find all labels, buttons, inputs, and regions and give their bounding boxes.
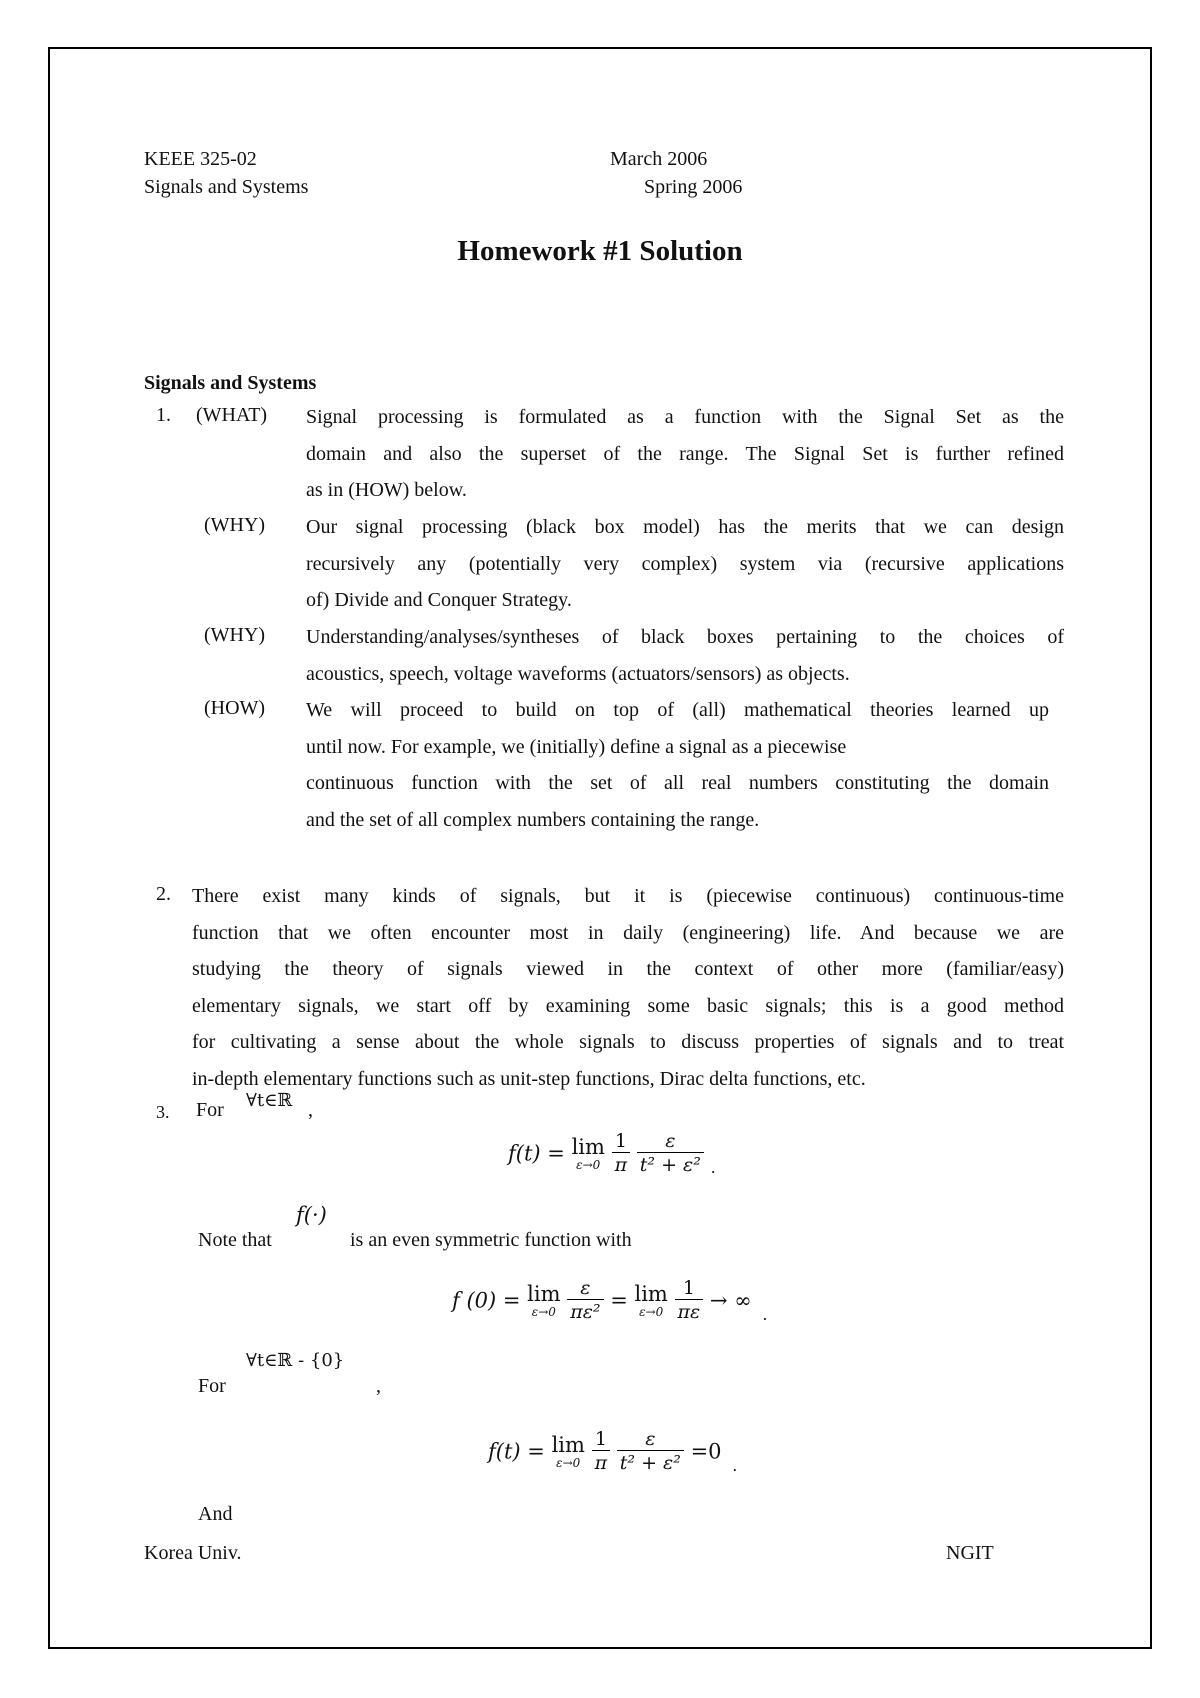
eq2-lhs: f (0) = <box>452 1288 521 1313</box>
equation-2 <box>452 1277 767 1324</box>
text-line: Signal processing is formulated as a function with the Signal Set as the <box>306 406 1064 428</box>
item1-what-text <box>306 399 1064 509</box>
equation-3 <box>488 1428 737 1475</box>
lim-sub: ε→0 <box>556 1455 581 1470</box>
eq2-tail: → ∞ <box>709 1288 752 1313</box>
text-line: Understanding/analyses/syntheses of black boxes pertaining to the choices of <box>306 626 1064 648</box>
eq1-tail: . <box>710 1158 716 1177</box>
for2-label: For <box>198 1375 226 1397</box>
frac-den: πε² <box>567 1299 603 1324</box>
tag-how: (HOW) <box>204 697 266 719</box>
eq1-lhs: f(t) = <box>508 1141 565 1166</box>
text-line: for cultivating a sense about the whole signals to discuss properties of signals and to treat <box>192 1031 1064 1053</box>
frac-den: t² + ε² <box>637 1152 704 1177</box>
text-line: domain and also the superset of the range. The Signal Set is further refined <box>306 442 1064 465</box>
text-line: function that we often encounter most in daily (engineering) life. And because we are <box>192 921 1064 944</box>
text-line: elementary signals, we start off by examining some basic signals; this is a good method <box>192 994 1064 1017</box>
text-line: of) Divide and Conquer Strategy. <box>306 589 572 611</box>
for-label: For <box>196 1099 224 1121</box>
text-line: continuous function with the set of all real numbers constituting the domain <box>306 772 1049 794</box>
footer-left: Korea Univ. <box>144 1542 242 1564</box>
eq2-lim <box>527 1283 560 1319</box>
frac-num: 1 <box>614 1130 627 1152</box>
frac-num: 1 <box>682 1277 695 1299</box>
lim-word: lim <box>634 1281 668 1306</box>
eq1-frac2 <box>637 1130 704 1177</box>
tag-why-1: (WHY) <box>204 514 266 536</box>
note-prefix: Note that <box>198 1229 272 1251</box>
lim-sub: ε→0 <box>531 1304 556 1319</box>
eq1-lim <box>572 1136 605 1172</box>
page-border <box>48 47 1152 1649</box>
forall-domain: ∀t∈ℝ <box>246 1090 293 1111</box>
equation-1 <box>508 1130 716 1177</box>
frac-den: t² + ε² <box>617 1450 684 1475</box>
section-heading: Signals and Systems <box>144 372 317 394</box>
footer-right: NGIT <box>946 1542 994 1564</box>
frac-num: 1 <box>594 1428 607 1450</box>
forall2-domain: ∀t∈ℝ - {0} <box>246 1350 345 1371</box>
item-number-1: 1. <box>156 404 171 426</box>
date: March 2006 <box>610 148 708 170</box>
text-line: We will proceed to build on top of (all) mathematical theories learned up <box>306 699 1049 721</box>
item1-why2-text <box>306 619 1064 692</box>
frac-num: ε <box>665 1130 676 1152</box>
text-line: recursively any (potentially very complex) system via (recursive applications <box>306 552 1064 575</box>
text-line: as in (HOW) below. <box>306 479 467 501</box>
frac-den: π <box>612 1152 631 1177</box>
text-line: in-depth elementary functions such as unit-step functions, Dirac delta functions, etc. <box>192 1067 866 1090</box>
comma: , <box>308 1099 313 1121</box>
eq2-lim2 <box>635 1283 668 1319</box>
item1-why1-text <box>306 509 1064 619</box>
text-line: acoustics, speech, voltage waveforms (actuators/sensors) as objects. <box>306 662 850 685</box>
frac-num: ε <box>645 1428 656 1450</box>
eq3-tail: =0 <box>690 1439 722 1464</box>
text-line: There exist many kinds of signals, but it is (piecewise continuous) continuous-time <box>192 885 1064 907</box>
lim-word: lim <box>551 1432 585 1457</box>
note-suffix: is an even symmetric function with <box>350 1229 632 1251</box>
eq2-frac1 <box>567 1277 603 1324</box>
eq3-end: . <box>732 1456 738 1475</box>
lim-word: lim <box>527 1281 561 1306</box>
eq3-lim <box>552 1434 585 1470</box>
text-line: studying the theory of signals viewed in the context of other more (familiar/easy) <box>192 958 1064 980</box>
lim-sub: ε→0 <box>576 1157 601 1172</box>
item-number-2: 2. <box>156 883 171 905</box>
eq3-frac2 <box>617 1428 684 1475</box>
course-name: Signals and Systems <box>144 176 309 198</box>
eq3-lhs: f(t) = <box>488 1439 545 1464</box>
text-line: and the set of all complex numbers containing the range. <box>306 808 760 831</box>
tag-what: (WHAT) <box>196 404 268 426</box>
frac-den: πε <box>675 1299 704 1324</box>
eq2-frac2 <box>675 1277 704 1324</box>
eq2-end: . <box>762 1305 768 1324</box>
eq1-frac1 <box>612 1130 631 1177</box>
item1-how-text <box>306 692 1049 838</box>
eq2-mid: = <box>610 1288 628 1313</box>
note-func: f(·) <box>296 1203 327 1227</box>
frac-num: ε <box>580 1277 591 1299</box>
frac-den: π <box>592 1450 611 1475</box>
tag-why-2: (WHY) <box>204 624 266 646</box>
and-label: And <box>198 1503 233 1525</box>
text-line: Our signal processing (black box model) has the merits that we can design <box>306 516 1064 538</box>
item2-text <box>192 878 1064 1097</box>
course-code: KEEE 325-02 <box>144 148 257 170</box>
text-line: until now. For example, we (initially) define a signal as a piecewise <box>306 735 847 758</box>
page-title: Homework #1 Solution <box>457 235 743 267</box>
semester: Spring 2006 <box>644 176 743 198</box>
eq3-frac1 <box>592 1428 611 1475</box>
comma-2: , <box>376 1375 381 1397</box>
lim-word: lim <box>571 1134 605 1159</box>
lim-sub: ε→0 <box>639 1304 664 1319</box>
item-number-3: 3. <box>156 1102 170 1122</box>
